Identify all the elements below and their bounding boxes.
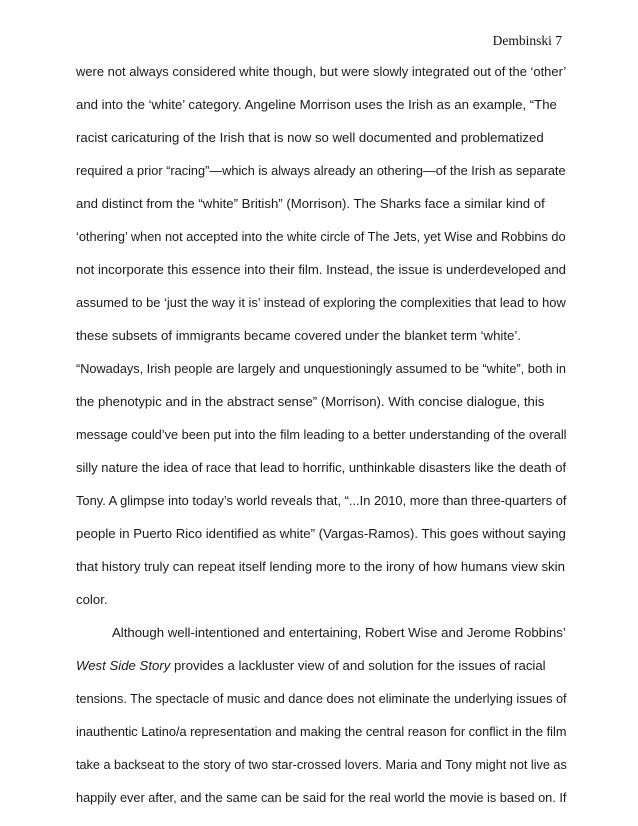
text-line: “Nowadays, Irish people are largely and unquestioningly assumed to be “white”, both in [76,361,566,376]
film-title: West Side Story [76,658,171,673]
running-head: Dembinski 7 [492,33,562,48]
text-line: silly nature the idea of race that lead to horrific, unthinkable disasters like the death of [76,460,567,475]
text-line-paragraph-start: Although well-intentioned and entertaining, Robert Wise and Jerome Robbins’ [112,625,566,640]
text-line: were not always considered white though, but were slowly integrated out of the ‘other’ [76,64,567,79]
text-line: color. [76,592,108,607]
text-line: racist caricaturing of the Irish that is now so well documented and problematized [76,130,544,145]
text-line: happily ever after, and the same can be said for the real world the movie is based on. If [76,790,567,805]
text-line: the phenotypic and in the abstract sense” (Morrison). With concise dialogue, this [76,394,545,409]
text-line: not incorporate this essence into their film. Instead, the issue is underdeveloped and [76,262,566,277]
text-line: that history truly can repeat itself lending more to the irony of how humans view skin [76,559,565,574]
text-line: tensions. The spectacle of music and dance does not eliminate the underlying issues of [76,691,567,706]
text-line: and into the ‘white’ category. Angeline Morrison uses the Irish as an example, “The [76,97,557,112]
text-line [76,656,546,676]
text-line: ‘othering’ when not accepted into the white circle of The Jets, yet Wise and Robbins do [76,229,566,244]
text-line: these subsets of immigrants became covered under the blanket term ‘white’. [76,328,521,343]
text-line: and distinct from the “white” British” (Morrison). The Sharks face a similar kind of [76,196,545,211]
text-line: people in Puerto Rico identified as white” (Vargas-Ramos). This goes without saying [76,526,566,541]
text-line: required a prior “racing”—which is always already an othering—of the Irish as separate [76,163,566,178]
text-line: take a backseat to the story of two star-crossed lovers. Maria and Tony might not live as [76,758,567,772]
text-line: Tony. A glimpse into today’s world reveals that, “...In 2010, more than three-quarters of [76,493,567,508]
text-line: inauthentic Latino/a representation and making the central reason for conflict in the film [76,724,567,739]
text-line-rest: provides a lackluster view of and solution for the issues of racial [170,658,546,673]
text-line: assumed to be ‘just the way it is’ instead of exploring the complexities that lead to how [76,295,566,310]
text-line: message could’ve been put into the film leading to a better understanding of the overall [76,427,567,442]
